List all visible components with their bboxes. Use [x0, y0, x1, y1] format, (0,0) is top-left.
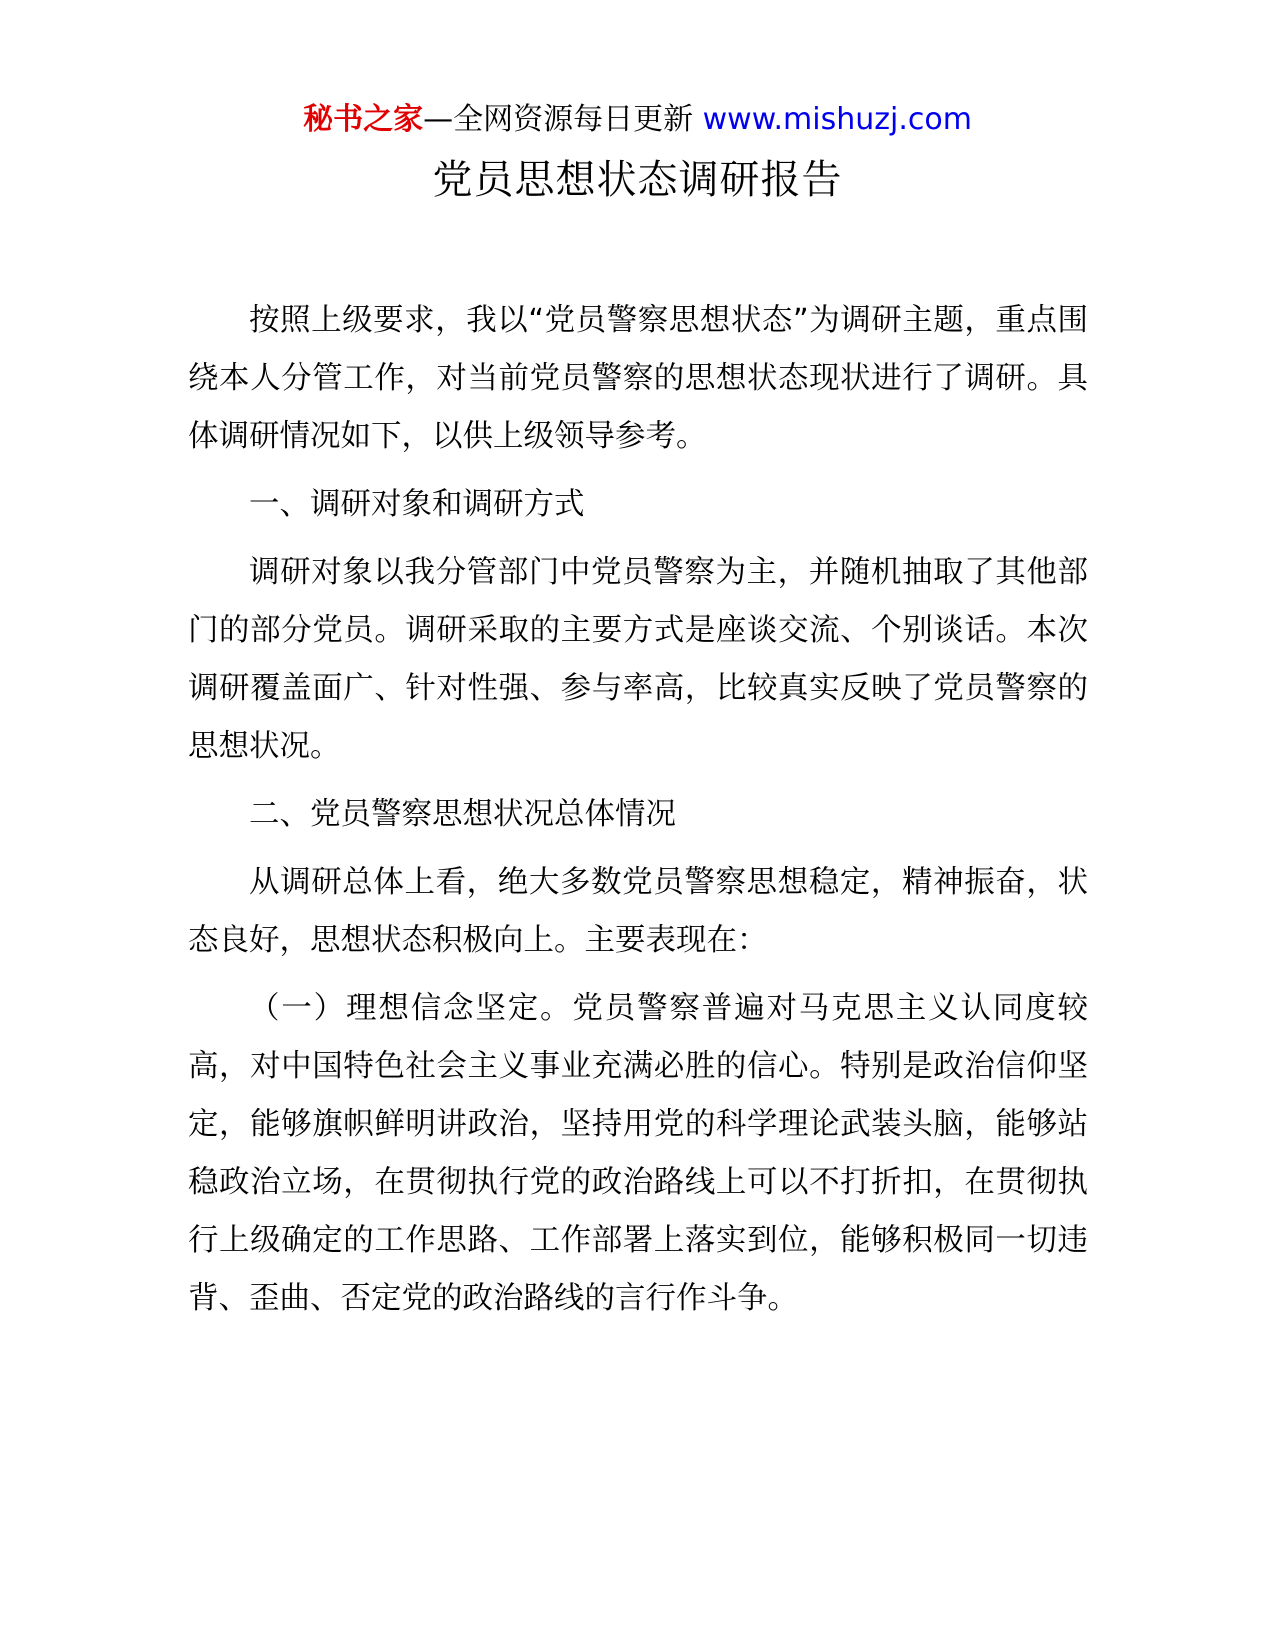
document-title: 党员思想状态调研报告 — [432, 157, 843, 203]
site-header — [0, 100, 1275, 140]
header-tagline: —全网资源每日更新 — [423, 102, 703, 137]
body-paragraph: （一）理想信念坚定。党员警察普遍对马克思主义认同度较高，对中国特色社会主义事业充满必胜的信心。特别是政治信仰坚定，能够旗帜鲜明讲政治，坚持用党的科学理论武装头脑，能够站稳政治立场，在贯彻执行党的政治路线上可以不打折扣，在贯彻执行上级确定的工作思路、工作部署上落实到位，能够积极同一切违背、歪曲、否定党的政治路线的言行作斗争。 — [188, 991, 1088, 1316]
body-paragraph: 调研对象以我分管部门中党员警察为主，并随机抽取了其他部门的部分党员。调研采取的主要方式是座谈交流、个别谈话。本次调研覆盖面广、针对性强、参与率高，比较真实反映了党员警察的思想状况。 — [188, 555, 1088, 764]
section-heading-2: 二、党员警察思想状况总体情况 — [249, 797, 676, 832]
body-paragraph: 从调研总体上看，绝大多数党员警察思想稳定，精神振奋，状态良好，思想状态积极向上。主要表现在： — [188, 865, 1088, 958]
document-body — [188, 292, 1088, 1338]
brand-name: 秘书之家 — [303, 102, 424, 137]
intro-paragraph: 按照上级要求，我以“党员警察思想状态”为调研主题，重点围绕本人分管工作，对当前党员警察的思想状态现状进行了调研。具体调研情况如下，以供上级领导参考。 — [188, 303, 1088, 454]
site-url-link[interactable]: www.mishuzj.com — [702, 102, 972, 137]
section-heading-1: 一、调研对象和调研方式 — [249, 487, 585, 522]
